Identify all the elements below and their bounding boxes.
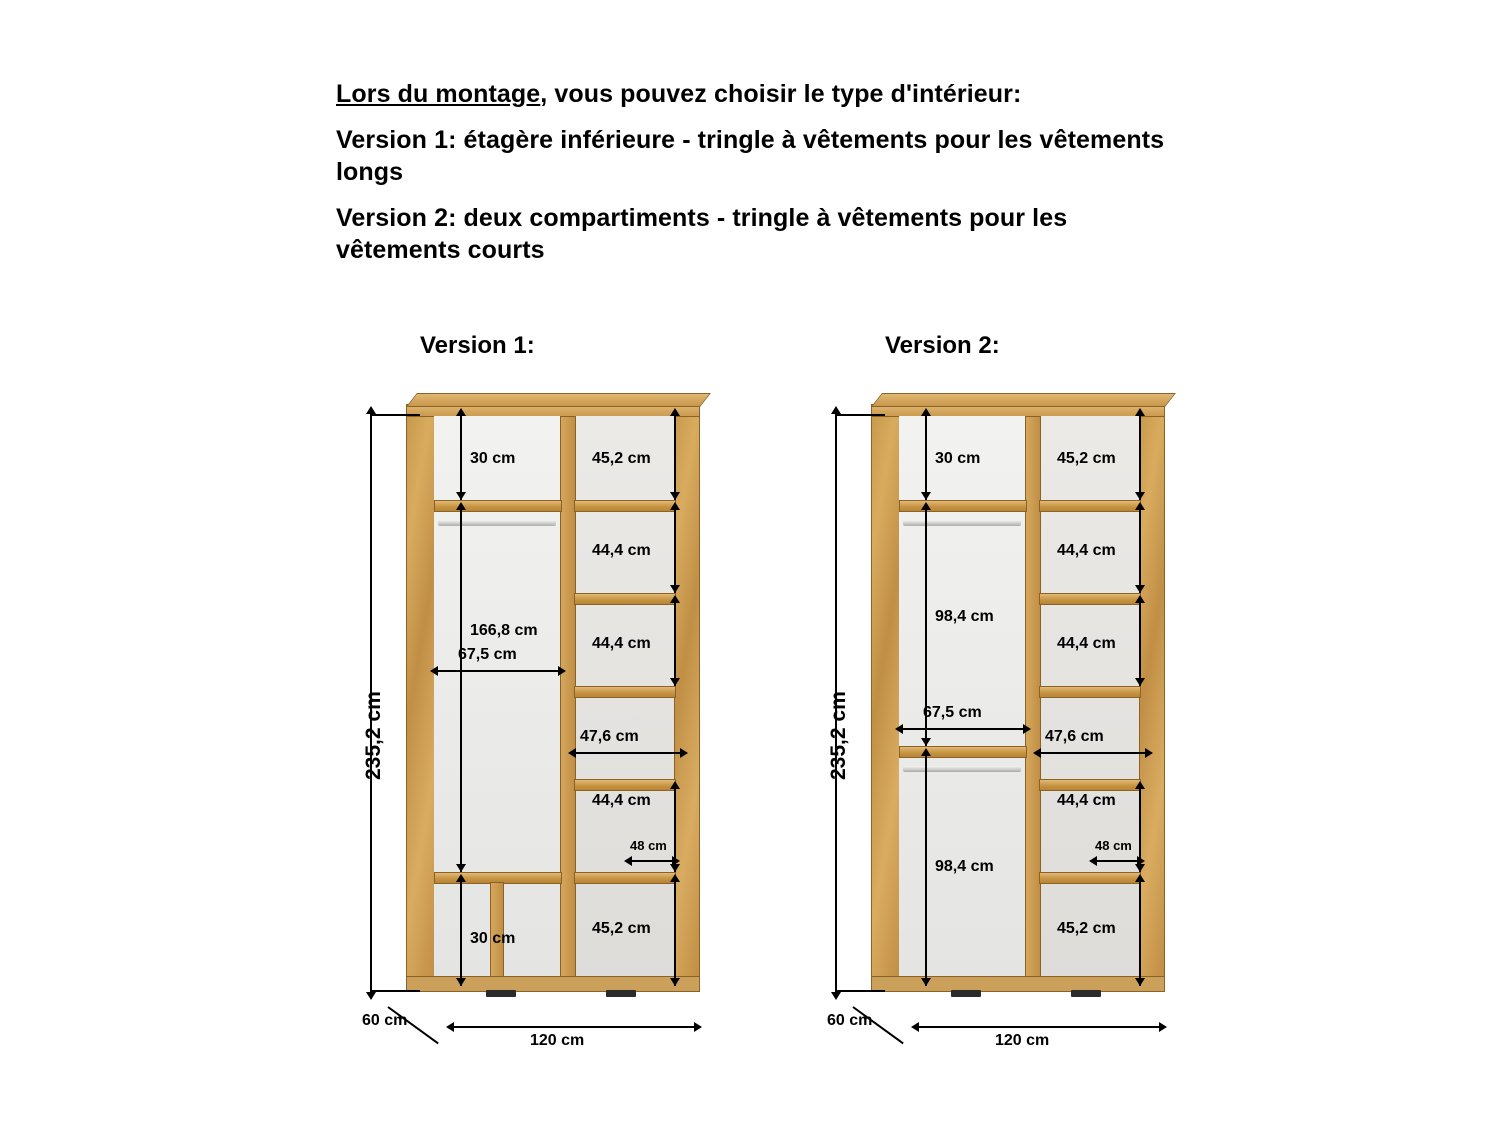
- right-dim-5-arrow-bottom: [670, 978, 680, 986]
- clothes-rail-left: [438, 520, 556, 525]
- right-dim-1-arrow-top: [670, 408, 680, 416]
- right-width-dim-line: [574, 752, 684, 754]
- left-dim-2-label: 98,4 cm: [935, 608, 994, 625]
- total-height-label: 235,2 cm: [362, 691, 385, 780]
- right-dim-1-label: 45,2 cm: [592, 450, 651, 467]
- left-dim-3-arrow-bottom: [456, 978, 466, 986]
- right-shelf-3: [1039, 686, 1141, 698]
- wardrobe-diagram-version-2: [795, 380, 1215, 1060]
- wardrobe-diagram-version-1: [330, 380, 750, 1060]
- width-dim-line: [917, 1026, 1163, 1028]
- intro-line-2: Version 1: étagère inférieure - tringle à vêtements pour les vêtements longs: [336, 126, 1165, 186]
- right-dim-3-arrow-bottom: [1135, 678, 1145, 686]
- right-dim-4-label: 44,4 cm: [592, 792, 651, 809]
- left-dim-1-arrow-top: [921, 408, 931, 416]
- cabinet-top-perspective: [406, 393, 711, 407]
- left-dim-2-line: [460, 510, 462, 872]
- cabinet-foot-right: [606, 990, 636, 997]
- right-dim-5-arrow-bottom: [1135, 978, 1145, 986]
- right-dim-2-line: [1139, 510, 1141, 593]
- left-dim-3-arrow-top: [921, 748, 931, 756]
- total-height-leader-top: [370, 414, 420, 416]
- right-dim-2-line: [674, 510, 676, 593]
- total-height-leader-bottom: [835, 990, 885, 992]
- right-shelf-1: [1039, 500, 1141, 512]
- version-1-title: Version 1:: [420, 332, 535, 359]
- right-width-label: 47,6 cm: [580, 728, 639, 745]
- right-shelf-4: [1039, 779, 1141, 791]
- left-width-arrow-r: [558, 666, 566, 676]
- cabinet-top-perspective: [871, 393, 1176, 407]
- right-width-label: 47,6 cm: [1045, 728, 1104, 745]
- right-dim-3-label: 44,4 cm: [1057, 635, 1116, 652]
- left-dim-3-line: [460, 882, 462, 986]
- right-shelf-2: [1039, 593, 1141, 605]
- intro-line-3: Version 2: deux compartiments - tringle à vêtements pour les vêtements courts: [336, 204, 1068, 264]
- right-dim-1-arrow-bottom: [1135, 492, 1145, 500]
- right-dim-4-line: [1139, 789, 1141, 872]
- shelf-depth-dim-line: [630, 860, 676, 862]
- clothes-rail-upper-left: [903, 520, 1021, 525]
- right-width-arrow-l: [1033, 748, 1041, 758]
- left-dim-1-line: [925, 416, 927, 500]
- right-dim-4-arrow-top: [670, 781, 680, 789]
- right-shelf-5: [574, 872, 676, 884]
- right-dim-3-arrow-bottom: [670, 678, 680, 686]
- left-dim-3-label: 98,4 cm: [935, 858, 994, 875]
- width-arrow-r: [1159, 1022, 1167, 1032]
- left-width-label: 67,5 cm: [923, 704, 982, 721]
- right-dim-5-arrow-top: [1135, 874, 1145, 882]
- left-width-dim-line: [901, 728, 1025, 730]
- cabinet-left-panel: [871, 416, 901, 988]
- right-width-dim-line: [1039, 752, 1149, 754]
- cabinet-foot-left: [951, 990, 981, 997]
- right-shelf-3: [574, 686, 676, 698]
- depth-label: 60 cm: [827, 1012, 873, 1029]
- right-width-arrow-r: [680, 748, 688, 758]
- left-shelf-mid: [899, 746, 1027, 758]
- total-height-arrow-top: [366, 406, 376, 414]
- right-dim-2-label: 44,4 cm: [1057, 542, 1116, 559]
- total-height-leader-bottom: [370, 990, 420, 992]
- width-dim-line: [452, 1026, 698, 1028]
- left-dim-2-arrow-bottom: [456, 864, 466, 872]
- right-dim-4-arrow-bottom: [1135, 864, 1145, 872]
- right-dim-1-label: 45,2 cm: [1057, 450, 1116, 467]
- right-shelf-4: [574, 779, 676, 791]
- left-shelf-top: [434, 500, 562, 512]
- left-dim-3-line: [925, 756, 927, 986]
- total-height-arrow-top: [831, 406, 841, 414]
- left-dim-1-arrow-bottom: [921, 492, 931, 500]
- right-dim-2-label: 44,4 cm: [592, 542, 651, 559]
- right-dim-3-arrow-top: [1135, 595, 1145, 603]
- left-dim-1-arrow-bottom: [456, 492, 466, 500]
- left-dim-2-arrow-bottom: [921, 738, 931, 746]
- cabinet-left-panel: [406, 416, 436, 988]
- right-shelf-5: [1039, 872, 1141, 884]
- right-dim-3-line: [674, 603, 676, 686]
- intro-line-1: [336, 78, 1196, 110]
- clothes-rail-lower-left: [903, 766, 1021, 771]
- total-height-leader-top: [835, 414, 885, 416]
- depth-label: 60 cm: [362, 1012, 408, 1029]
- right-shelf-2: [574, 593, 676, 605]
- left-width-arrow-l: [895, 724, 903, 734]
- shelf-depth-arrow-l: [1089, 856, 1097, 866]
- left-dim-1-label: 30 cm: [470, 450, 516, 467]
- right-dim-3-arrow-top: [670, 595, 680, 603]
- width-label: 120 cm: [995, 1032, 1050, 1049]
- width-arrow-l: [911, 1022, 919, 1032]
- left-dim-1-line: [460, 416, 462, 500]
- cabinet-foot-right: [1071, 990, 1101, 997]
- right-dim-1-arrow-bottom: [670, 492, 680, 500]
- right-dim-2-arrow-bottom: [1135, 585, 1145, 593]
- shelf-depth-label: 48 cm: [1095, 838, 1132, 853]
- right-dim-2-arrow-bottom: [670, 585, 680, 593]
- right-dim-3-label: 44,4 cm: [592, 635, 651, 652]
- width-label: 120 cm: [530, 1032, 585, 1049]
- width-arrow-l: [446, 1022, 454, 1032]
- right-dim-5-arrow-top: [670, 874, 680, 882]
- left-width-arrow-l: [430, 666, 438, 676]
- right-dim-5-label: 45,2 cm: [1057, 920, 1116, 937]
- right-dim-5-line: [1139, 882, 1141, 986]
- right-dim-4-line: [674, 789, 676, 872]
- left-width-dim-line: [436, 670, 560, 672]
- intro-text-block: [336, 78, 1196, 280]
- left-dim-1-label: 30 cm: [935, 450, 981, 467]
- total-height-arrow-bottom: [831, 992, 841, 1000]
- right-dim-4-label: 44,4 cm: [1057, 792, 1116, 809]
- cabinet-foot-left: [486, 990, 516, 997]
- right-dim-4-arrow-bottom: [670, 864, 680, 872]
- left-dim-3-label: 30 cm: [470, 930, 516, 947]
- version-2-title: Version 2:: [885, 332, 1000, 359]
- right-width-arrow-l: [568, 748, 576, 758]
- shelf-depth-label: 48 cm: [630, 838, 667, 853]
- shelf-depth-arrow-l: [624, 856, 632, 866]
- shelf-depth-dim-line: [1095, 860, 1141, 862]
- right-shelf-1: [574, 500, 676, 512]
- cabinet-base: [406, 976, 700, 992]
- right-dim-1-line: [674, 416, 676, 500]
- intro-line-1-rest: , vous pouvez choisir le type d'intérieur:: [540, 80, 1022, 108]
- left-width-arrow-r: [1023, 724, 1031, 734]
- left-dim-2-arrow-top: [921, 502, 931, 510]
- left-shelf-top: [899, 500, 1027, 512]
- left-dim-2-arrow-top: [456, 502, 466, 510]
- left-dim-1-arrow-top: [456, 408, 466, 416]
- right-dim-2-arrow-top: [1135, 502, 1145, 510]
- right-dim-4-arrow-top: [1135, 781, 1145, 789]
- width-arrow-r: [694, 1022, 702, 1032]
- right-dim-5-label: 45,2 cm: [592, 920, 651, 937]
- right-width-arrow-r: [1145, 748, 1153, 758]
- total-height-arrow-bottom: [366, 992, 376, 1000]
- total-height-label: 235,2 cm: [827, 691, 850, 780]
- right-dim-1-arrow-top: [1135, 408, 1145, 416]
- left-dim-3-arrow-top: [456, 874, 466, 882]
- right-dim-2-arrow-top: [670, 502, 680, 510]
- left-dim-2-label: 166,8 cm: [470, 622, 538, 639]
- left-dim-3-arrow-bottom: [921, 978, 931, 986]
- right-dim-3-line: [1139, 603, 1141, 686]
- right-dim-1-line: [1139, 416, 1141, 500]
- right-dim-5-line: [674, 882, 676, 986]
- intro-line-1-bold: Lors du montage: [336, 80, 541, 108]
- left-width-label: 67,5 cm: [458, 646, 517, 663]
- cabinet-base: [871, 976, 1165, 992]
